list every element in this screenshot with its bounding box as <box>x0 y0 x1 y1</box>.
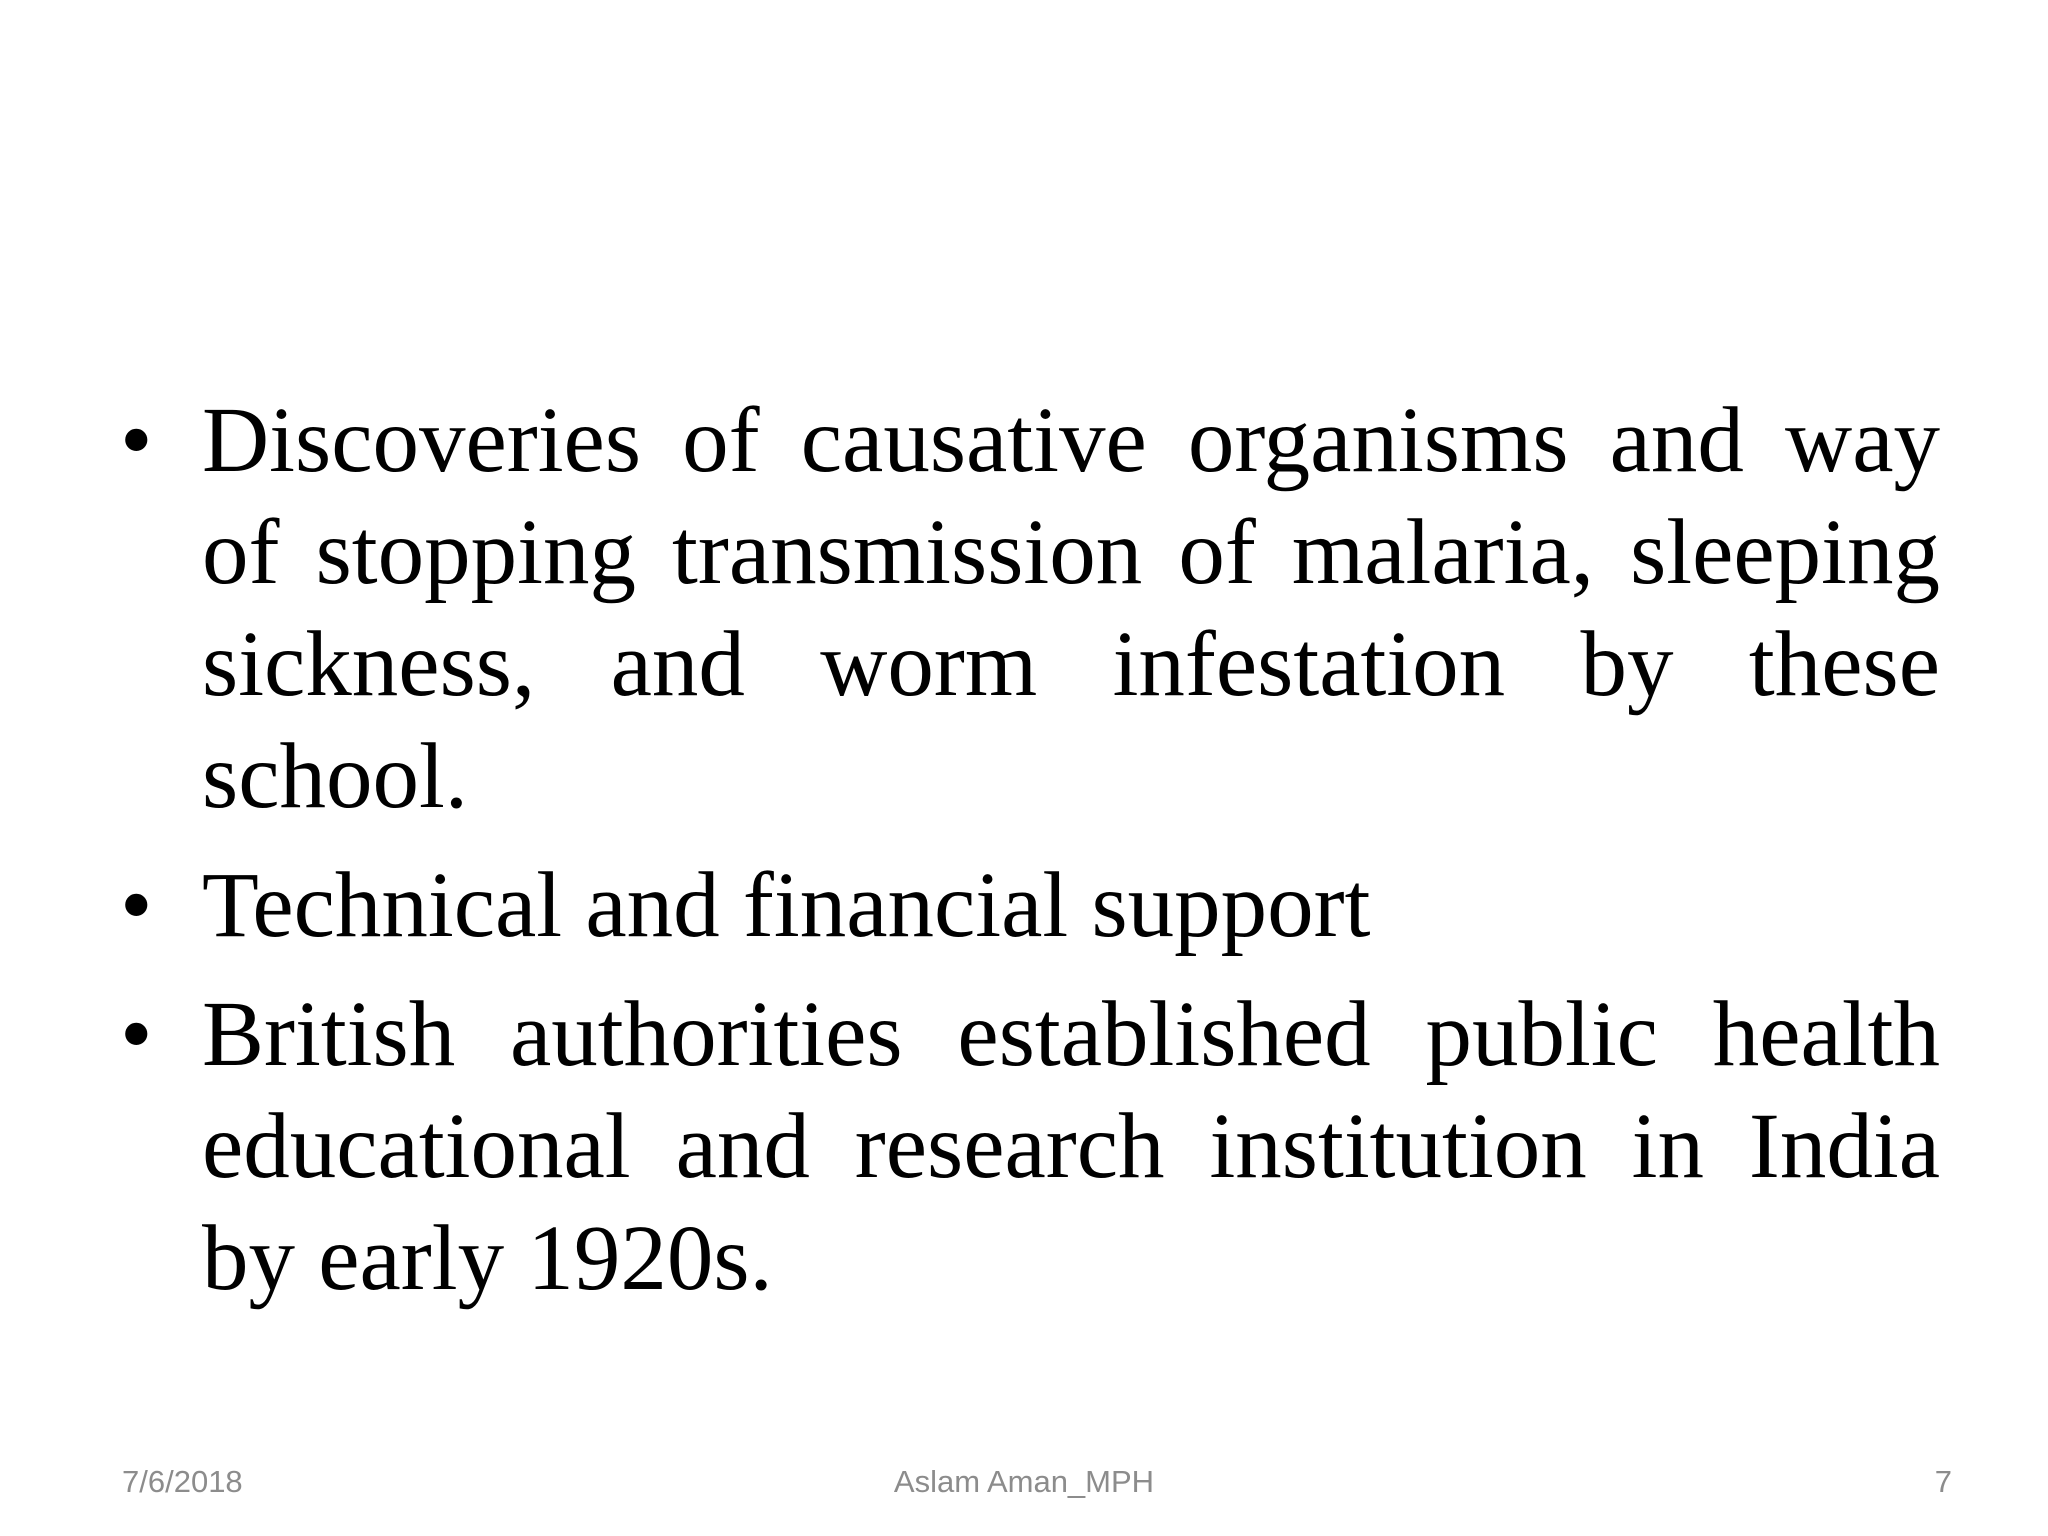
bullet-text: Technical and financial support <box>202 854 1371 957</box>
footer-author: Aslam Aman_MPH <box>893 1464 1155 1499</box>
bullet-text: Discoveries of causative organisms and way of stopping transmission of malaria, sleeping sickness, and worm infestation by these school. <box>202 389 1940 828</box>
footer-page-number: 7 <box>1934 1464 1952 1499</box>
bullet-item-support <box>120 850 1940 962</box>
bullet-list <box>120 385 1940 1332</box>
bullet-item-british-authorities <box>120 979 1940 1315</box>
bullet-marker: • <box>120 854 153 957</box>
bullet-text: British authorities established public health educational and research institution in India by early 1920s. <box>202 983 1940 1310</box>
footer-date: 7/6/2018 <box>122 1464 243 1499</box>
bullet-item-discoveries <box>120 385 1940 833</box>
bullet-marker: • <box>120 389 153 492</box>
bullet-marker: • <box>120 983 153 1086</box>
